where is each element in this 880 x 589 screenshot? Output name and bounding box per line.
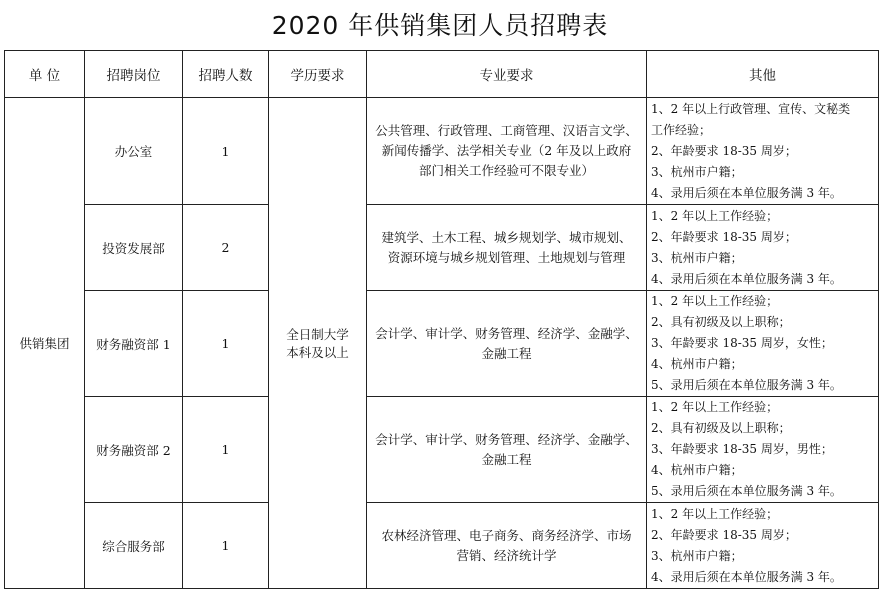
other-line: 1、2 年以上工作经验； [651, 208, 779, 223]
other-line: 2、具有初级及以上职称； [651, 315, 791, 329]
document-title: 2020 年供销集团人员招聘表 [271, 11, 609, 40]
recruitment-table [4, 50, 879, 589]
position-cell: 综合服务部 [85, 503, 183, 589]
position-cell: 投资发展部 [85, 205, 183, 291]
major-line: 会计学、审计学、财务管理、经济学、金融学、 [375, 325, 638, 341]
table-row [5, 98, 879, 205]
other-cell [647, 98, 879, 205]
other-line: 5、录用后须在本单位服务满 3 年。 [651, 484, 842, 498]
count-cell: 2 [183, 205, 269, 291]
major-cell [367, 205, 647, 291]
major-line: 新闻传播学、法学相关专业（2 年及以上政府 [381, 143, 632, 158]
other-line: 5、录用后须在本单位服务满 3 年。 [651, 378, 842, 392]
other-line: 4、录用后须在本单位服务满 3 年。 [651, 569, 842, 584]
other-line: 4、杭州市户籍； [651, 357, 743, 371]
position-cell: 财务融资部 1 [85, 291, 183, 397]
position-cell: 办公室 [85, 98, 183, 205]
major-line: 会计学、审计学、财务管理、经济学、金融学、 [375, 431, 638, 447]
table-row [5, 291, 879, 397]
other-cell [647, 397, 879, 503]
major-cell [367, 291, 647, 397]
major-line: 金融工程 [481, 345, 532, 361]
header-count: 招聘人数 [183, 51, 269, 98]
other-line: 3、年龄要求 18-35 周岁，男性； [651, 442, 833, 456]
education-cell [269, 98, 367, 589]
other-line: 2、具有初级及以上职称； [651, 421, 791, 435]
unit-cell: 供销集团 [5, 98, 85, 589]
count-cell: 1 [183, 98, 269, 205]
other-cell [647, 205, 879, 291]
education-line: 全日制大学 [286, 327, 349, 342]
other-line: 1、2 年以上工作经验； [651, 294, 779, 308]
major-cell [367, 503, 647, 589]
header-major: 专业要求 [367, 51, 647, 98]
header-education: 学历要求 [269, 51, 367, 98]
other-line: 4、杭州市户籍； [651, 463, 743, 477]
major-line: 建筑学、土木工程、城乡规划学、城市规划、 [381, 229, 632, 245]
table-row [5, 397, 879, 503]
major-line: 部门相关工作经验可不限专业） [418, 163, 594, 178]
other-line: 1、2 年以上工作经验； [651, 506, 779, 521]
major-line: 农林经济管理、电子商务、商务经济学、市场 [381, 527, 632, 543]
position-cell: 财务融资部 2 [85, 397, 183, 503]
other-cell [647, 503, 879, 589]
other-line: 2、年龄要求 18-35 周岁； [651, 229, 797, 244]
other-line: 4、录用后须在本单位服务满 3 年。 [651, 271, 842, 286]
header-other: 其他 [647, 51, 879, 98]
other-cell [647, 291, 879, 397]
count-cell: 1 [183, 291, 269, 397]
other-line: 2、年龄要求 18-35 周岁； [651, 143, 797, 158]
table-row [5, 205, 879, 291]
major-line: 公共管理、行政管理、工商管理、汉语言文学、 [375, 123, 638, 138]
header-position: 招聘岗位 [85, 51, 183, 98]
education-line: 本科及以上 [286, 345, 349, 360]
header-row [5, 51, 879, 98]
other-line: 1、2 年以上行政管理、宣传、文秘类 [651, 101, 851, 116]
count-cell: 1 [183, 503, 269, 589]
header-unit: 单 位 [5, 51, 85, 98]
table-row [5, 503, 879, 589]
major-line: 金融工程 [481, 451, 532, 467]
other-line: 4、录用后须在本单位服务满 3 年。 [651, 185, 842, 200]
major-cell [367, 397, 647, 503]
other-line: 3、年龄要求 18-35 周岁，女性； [651, 336, 833, 350]
other-line: 3、杭州市户籍； [651, 164, 743, 179]
other-line: 2、年龄要求 18-35 周岁； [651, 527, 797, 542]
major-line: 资源环境与城乡规划管理、土地规划与管理 [387, 249, 626, 265]
count-cell: 1 [183, 397, 269, 503]
other-line: 工作经验； [651, 122, 712, 137]
major-cell [367, 98, 647, 205]
major-line: 营销、经济统计学 [456, 547, 557, 563]
other-line: 3、杭州市户籍； [651, 250, 743, 265]
other-line: 1、2 年以上工作经验； [651, 400, 779, 414]
other-line: 3、杭州市户籍； [651, 548, 743, 563]
